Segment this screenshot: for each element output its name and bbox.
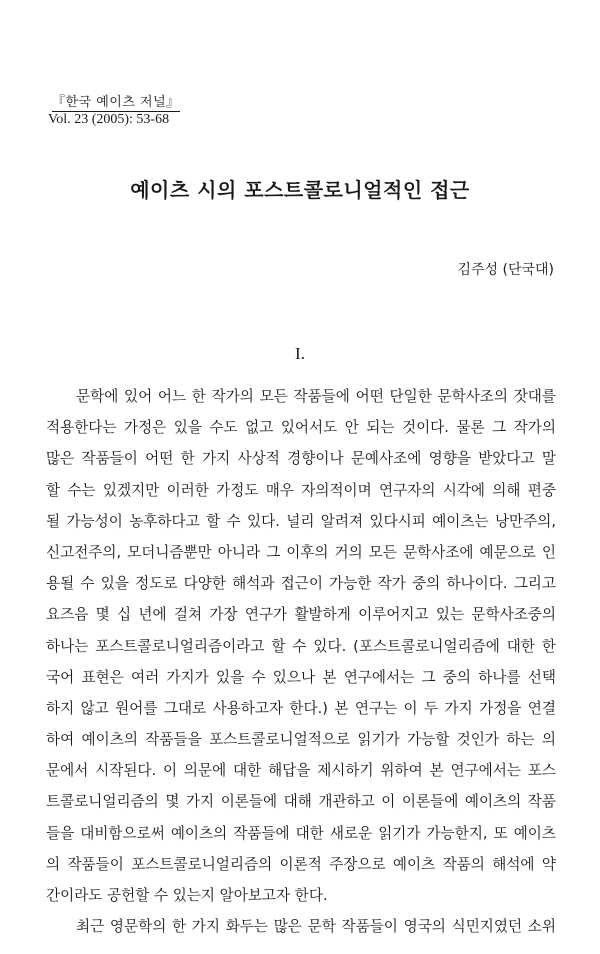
text-line: 하나는 포스트콜로니얼리즘이라고 할 수 있다. (포스트콜로니얼리즘에 대한 한 xyxy=(46,637,556,655)
text-line: 신고전주의, 모더니즘뿐만 아니라 그 이후의 거의 모든 문학사조에 예문으로 인 xyxy=(46,543,556,561)
text-line: 요즈음 몇 십 년에 걸쳐 가장 연구가 활발하게 이루어지고 있는 문학사조중의 xyxy=(46,606,556,624)
volume-info: Vol. 23 (2005): 53-68 xyxy=(48,112,170,127)
text-line: 들을 대비함으로써 예이츠의 작품들에 대한 새로운 읽기가 가능한지, 또 예이츠 xyxy=(46,824,556,842)
text-line: 할 수는 있겠지만 이러한 가정도 매우 자의적이며 연구자의 시각에 의해 편중 xyxy=(46,481,556,499)
text-line: 많은 작품들이 어떤 한 가지 사상적 경향이나 문예사조에 영향을 받았다고 말 xyxy=(46,450,556,468)
section-heading: I. xyxy=(295,344,305,363)
body-text xyxy=(46,381,556,942)
text-line: 의 작품들이 포스트콜로니얼리즘의 이론적 주장으로 예이츠 작품의 해석에 약 xyxy=(46,855,556,873)
text-line: 용될 수 있을 정도로 다양한 해석과 접근이 가능한 작가 중의 하나이다. 그리고 xyxy=(46,575,556,593)
text-line: 최근 영문학의 한 가지 화두는 많은 문학 작품들이 영국의 식민지였던 소위 xyxy=(76,918,556,936)
text-line: 간이라도 공헌할 수 있는지 알아보고자 한다. xyxy=(46,887,328,904)
text-line: 적용한다는 가정은 있을 수도 없고 있어서도 안 되는 것이다. 물론 그 작가의 xyxy=(46,419,556,437)
text-line: 문학에 있어 어느 한 작가의 모든 작품들에 어떤 단일한 문학사조의 잣대를 xyxy=(76,388,556,405)
text-line: 국어 표현은 여러 가지가 있을 수 있으나 본 연구에서는 그 중의 하나를 선택 xyxy=(46,668,556,686)
text-line: 트콜로니얼리즘의 몇 가지 이론들에 대해 개관하고 이 이론들에 예이츠의 작품 xyxy=(46,793,556,811)
journal-name: 『한국 예이츠 저널』 xyxy=(52,91,180,112)
text-line: 하지 않고 원어를 그대로 사용하고자 한다.) 본 연구는 이 두 가지 가정을 연결 xyxy=(46,699,556,717)
text-line: 하여 예이츠의 작품들을 포스트콜로니얼적으로 읽기가 가능할 것인가 하는 의 xyxy=(46,731,556,749)
paper-title: 예이츠 시의 포스트콜로니얼적인 접근 xyxy=(130,178,470,202)
text-line: 될 가능성이 농후하다고 할 수 있다. 널리 알려져 있다시피 예이츠는 낭만주의, xyxy=(46,512,556,530)
text-line: 문에서 시작된다. 이 의문에 대한 해답을 제시하기 위하여 본 연구에서는 포스 xyxy=(46,762,556,780)
author-affiliation: 김주성 (단국대) xyxy=(457,262,554,278)
